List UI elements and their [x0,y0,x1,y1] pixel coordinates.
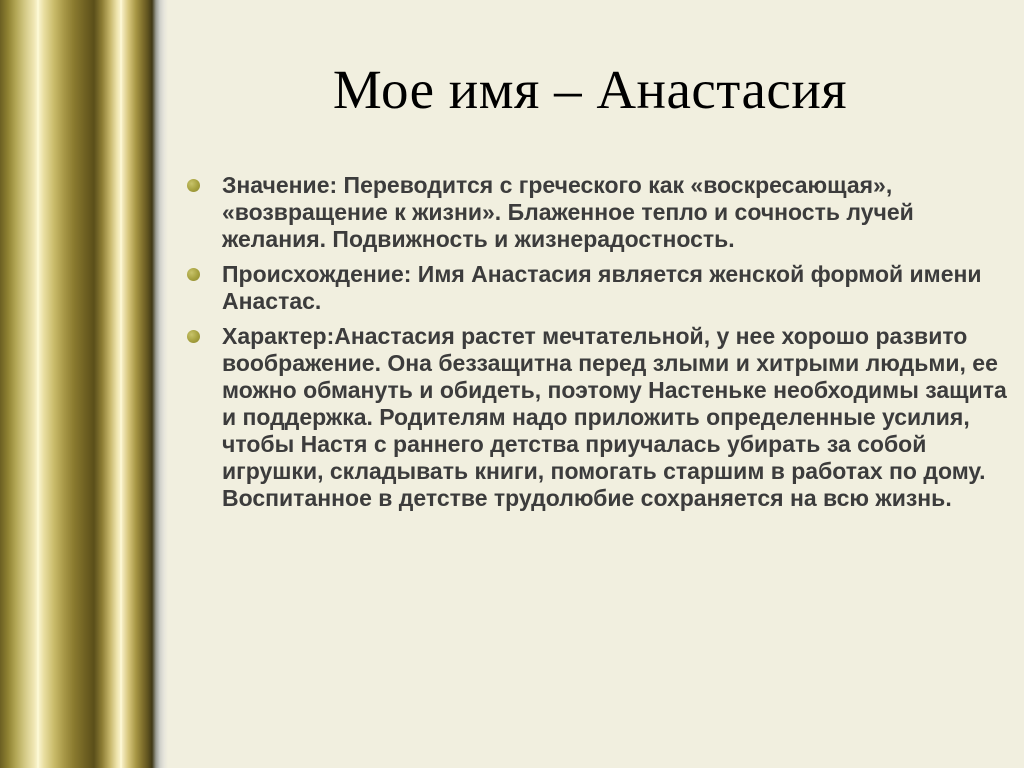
bullet-dot-icon [187,330,200,343]
bullet-item-meaning [186,172,1011,253]
bullet-text: Происхождение: Имя Анастасия является женской формой имени Анастас. [222,261,982,314]
decorative-column-band [0,0,168,768]
bullet-item-character [186,323,1011,512]
bullet-list [186,172,1011,520]
slide-title: Мое имя – Анастасия [332,59,848,120]
bullet-item-origin [186,261,1011,315]
band-highlight [120,0,122,768]
bullet-dot-icon [187,179,200,192]
band-highlight [37,0,39,768]
bullet-text: Значение: Переводится с греческого как «воскресающая», «возвращение к жизни». Блаженное тепло и сочность лучей желания. Подвижность и жизнерадостность. [222,172,914,252]
bullet-text: Характер:Анастасия растет мечтательной, у нее хорошо развито воображение. Она беззащитна перед злыми и хитрыми людьми, ее можно обмануть и обидеть, поэтому Настеньке необходимы защита и поддержка. Родителям надо приложить определенные усилия, чтобы Настя с раннего детства приучалась убирать за собой игрушки, складывать книги, помогать старшим в работах по дому. Воспитанное в детстве трудолюбие сохраняется на всю жизнь. [222,323,1007,511]
bullet-dot-icon [187,268,200,281]
